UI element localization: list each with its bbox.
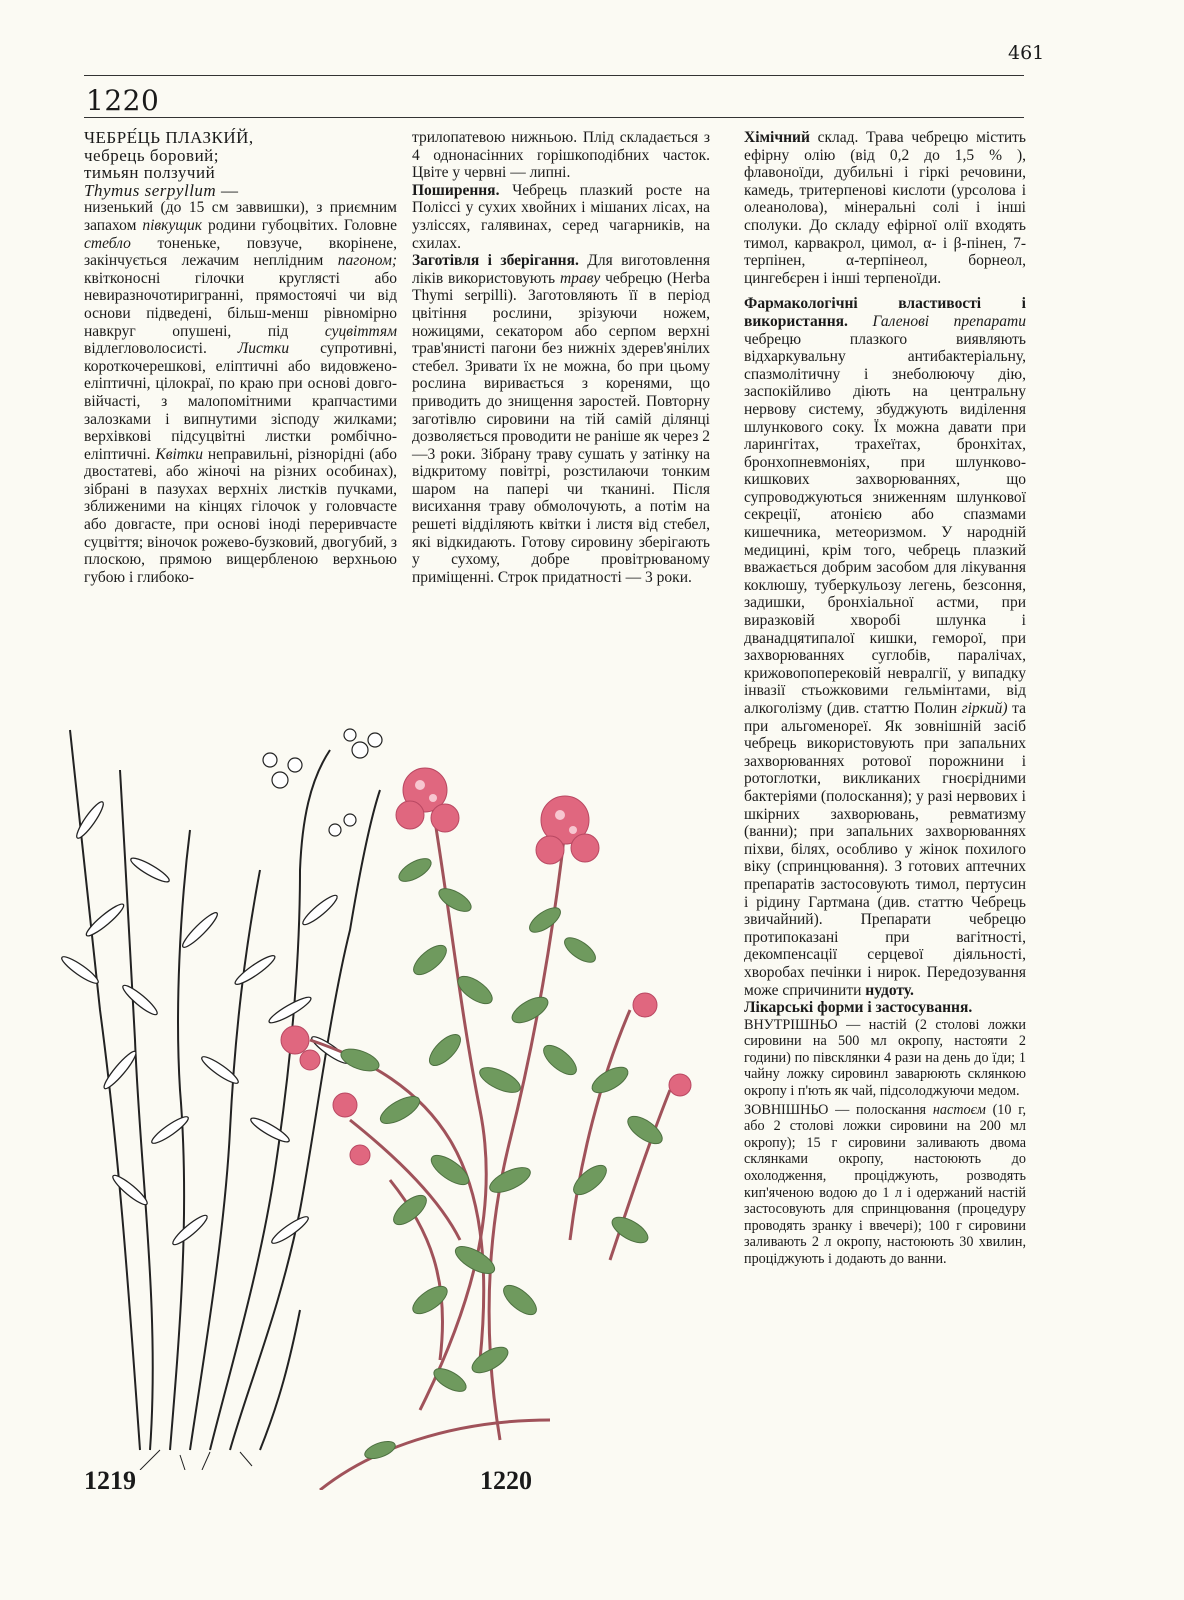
description-paragraph: низенький (до 15 см заввишки), з приємним запахом півкущик родини губоцвітих. Головне стебло тоненьке, повзуче, вкорінене, закінчується лежачим неплідним пагоном; квітконосні гілочки круглясті або невиразночотиригранні, прямостоячі чи від основи підведені, більш-менш рівномірно навкруг опушені, під суцвіттям відлегловолосисті. Листки супротивні, короткочерешкові, еліптичні або видовжено-еліптичні, цілокраї, по краю при основі довго-війчасті, з малопомітними крапчастими залозками і випнутими зісподу жилками; верхівкові підсуцвітні листки ромбічно-еліптичні. Квітки неправильні, різнорідні (або двостатеві, або жіночі на різних особинах), зібрані в пазухах верхніх листків пучками, зближеними на кінцях гілочок у головчасте або довгасте, при основі іноді переривчасте суцвіття; віночок рожево-бузковий, двогубий, з плоскою, прямою вищербленою верхньою губою і глибоко-: [84, 199, 397, 586]
title-line2: чебрець боровий;: [84, 145, 219, 165]
top-rule: [84, 75, 1024, 76]
pharmacology-paragraph: Фармакологічні властивості і використання. Галенові препарати чебрецю плазкого виявляють відхаркувальну антибактеріальну, спазмолітичну і знеболюючу дію, заспокійливо діють на центральну нервову систему, збуджують виділення шлункового соку. Їх можна давати при ларингітах, трахеїтах, бронхітах, бронхопневмоніях, при шлунково-кишкових захворюваннях, що супроводжуються зниженням шлункової секреції, атонією або спазмами кишечника, метеоризмом. У народній медицині, крім того, чебрець плазкий вважається добрим засобом для лікування коклюшу, туберкульозу легень, безсоння, задишки, бронхіальної астми, при виразковій хворобі шлунка і дванадцятипалої кишки, геморої, при захворюваннях суглобів, паралічах, крижовопоперековій невралгії, у випадку інвазії стьожковими гельмінтами, від алкоголізму (див. статтю Полин гіркий) та при альгоменореї. Як зовнішній засіб чебрець використовують при запальних захворюваннях ротової порожнини і ротоглотки, викликаних гноєрідними бактеріями (полоскання); у разі нервових і шкірних захворювань, ревматизму (ванни); при запальних захворюваннях піхви, білях, особливо у жінок похилого віку (спринцювання). З готових аптечних препаратів застосовують тимол, пертусин і рідину Гартмана (див. статтю Чебрець звичайний). Препарати чебрецю протипоказані при вагітності, декомпенсації серцевої діяльності, хворобах печінки і нирок. Передозування може спричинити нудоту.: [744, 295, 1026, 999]
internal-use-paragraph: ВНУТРІШНЬО — настій (2 столові ложки сировини на 500 мл окропу, настояти 2 години) по півсклянки 4 рази на день до їди; 1 чайну ложку сировинл заварюють склянкою окропу і п'ють як чай, підсолоджуючи медом.: [744, 1016, 1026, 1100]
figure-label-1220: 1220: [480, 1466, 532, 1495]
title-line3: тимьян ползучий: [84, 163, 216, 183]
latin-name: Thymus serpyllum: [84, 180, 217, 200]
column-3: [744, 129, 1026, 1268]
latin-dash: —: [216, 180, 239, 200]
chemistry-heading: Хімічний: [744, 129, 810, 146]
pharmacology-heading: Фармакологічні властивості і використання.: [744, 295, 1026, 330]
page-number: 461: [1008, 42, 1045, 64]
column-1: [84, 129, 397, 586]
title-line1: ЧЕБРЕ́ЦЬ ПЛАЗКИ́Й,: [84, 128, 254, 147]
thyme-illustration: [250, 760, 730, 1490]
harvest-heading: Заготівля і зберігання.: [412, 252, 579, 270]
figure-label-1219: 1219: [84, 1466, 136, 1495]
forms-heading: Лікарські форми і застосування.: [744, 999, 973, 1017]
chemistry-paragraph: Хімічний склад. Трава чебрецю містить ефірну олію (від 0,2 до 1,5 % ), флавоноїди, дубильні і гіркі речовини, камедь, тритерпенові кислоти (урсолова і олеанолова), мінеральні солі і інші сполуки. До складу ефірної олії входять тимол, карвакрол, цимол, α- і β-пінен, 7-терпінен, α-терпінеол, борнеол, цингебєрен і інші терпеноїди.: [744, 129, 1026, 287]
fruit-paragraph: трилопатевою нижньою. Плід складається з 4 однонасінних горішкоподібних часток. Цвіте у червні — липні.: [412, 129, 710, 182]
column-2: [412, 129, 710, 586]
spread-heading: Поширення.: [412, 181, 500, 199]
spread-paragraph: Поширення. Чебрець плазкий росте на Поліссі у сухих хвойних і мішаних лісах, на узліссях, галявинах, серед чагарників, на схилах.: [412, 181, 710, 252]
entry-number: 1220: [86, 84, 160, 117]
header-rule: [84, 117, 1024, 118]
harvest-paragraph: Заготівля і зберігання. Для виготовлення ліків використовують траву чебрецю (Herba Thymi serpilli). Заготовляють її в період цвітіння рослини, зрізуючи ножем, ножицями, секатором або серпом верхні трав'янисті пагони без нижніх здерев'янілих стебел. Зривати їх не можна, бо при цьому рослина виривається з коренями, що приводить до знищення заростей. Повторну заготівлю сировини на тій самій ділянці дозволяється проводити не раніше як через 2—3 роки. Зібрану траву сушать у затінку на відкритому повітрі, розстилаючи тонким шаром на папері чи тканині. Після висихання траву обмолочують, а потім на решеті відділяють квітки і листя від стебел, які відкидають. Готову сировину зберігають у сухому, добре провітрюваному приміщенні. Строк придатності — 3 роки.: [412, 252, 710, 586]
external-use-paragraph: ЗОВНІШНЬО — полоскання настоєм (10 г, або 2 столові ложки сировини на 200 мл окропу); 15 г сировини заливають двома склянками окропу, настоюють до охолодження, проціджують, розводять кип'яченою водою до 1 л і одержаний настій застосовують для спринцювання (процедуру проводять зранку і ввечері); 100 г сировини заливають 2 л окропу, настоюють 30 хвилин, проціджують і додають до ванни.: [744, 1101, 1026, 1267]
